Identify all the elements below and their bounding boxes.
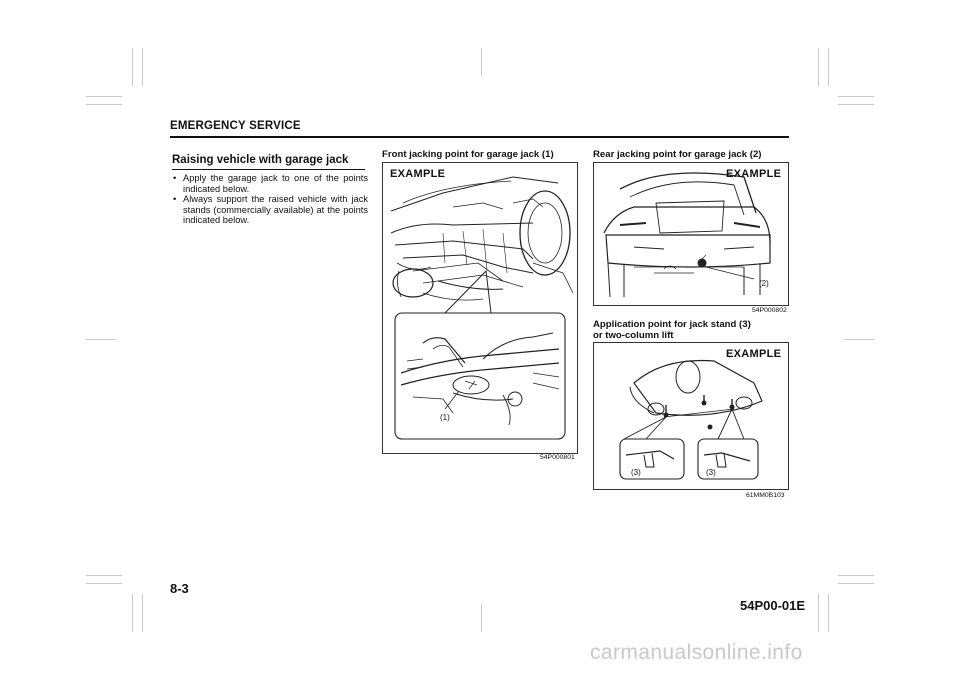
front-jacking-figure	[382, 162, 578, 454]
stand-callout-right: (3)	[706, 468, 716, 477]
rear-figure-code: 54P000802	[752, 307, 787, 314]
crop-mark	[86, 104, 122, 105]
header-rule	[170, 136, 789, 138]
crop-mark	[86, 96, 122, 97]
instruction-item: • Always support the raised vehicle with jack stands (commercially available) at the points indicated below.	[172, 194, 368, 226]
jack-stand-illustration	[594, 343, 788, 489]
front-figure-heading: Front jacking point for garage jack (1)	[382, 149, 554, 160]
section-heading-rule	[172, 169, 365, 170]
rear-jacking-figure	[593, 162, 789, 306]
instruction-list	[172, 173, 368, 226]
page-number: 8-3	[170, 581, 189, 596]
stand-figure-code: 61MM0B103	[746, 492, 785, 499]
watermark: carmanualsonline.info	[590, 641, 803, 664]
rear-figure-heading: Rear jacking point for garage jack (2)	[593, 149, 762, 160]
crop-mark	[838, 583, 874, 584]
stand-example-label: EXAMPLE	[726, 348, 782, 360]
crop-mark	[481, 604, 482, 632]
crop-mark	[818, 594, 819, 632]
crop-mark	[828, 48, 829, 86]
crop-mark	[818, 48, 819, 86]
crop-mark	[86, 339, 116, 340]
crop-mark	[86, 575, 122, 576]
stand-heading-line: or two-column lift	[593, 329, 674, 341]
crop-mark	[86, 583, 122, 584]
page-header-title: EMERGENCY SERVICE	[170, 120, 301, 132]
crop-mark	[481, 48, 482, 76]
crop-mark	[838, 96, 874, 97]
crop-mark	[142, 594, 143, 632]
stand-heading-line: Application point for jack stand (3)	[593, 319, 751, 330]
front-figure-code: 54P000801	[540, 454, 575, 461]
document-code: 54P00-01E	[740, 598, 806, 613]
front-underbody-illustration	[383, 163, 577, 453]
jack-stand-figure	[593, 342, 789, 490]
rear-example-label: EXAMPLE	[726, 168, 782, 180]
stand-figure-heading	[593, 320, 751, 341]
front-callout-label: (1)	[440, 413, 450, 422]
front-example-label: EXAMPLE	[390, 168, 446, 180]
instruction-item: • Apply the garage jack to one of the points indicated below.	[172, 173, 368, 194]
crop-mark	[132, 48, 133, 86]
rear-callout-label: (2)	[759, 279, 769, 288]
crop-mark	[838, 575, 874, 576]
stand-callout-left: (3)	[631, 468, 641, 477]
crop-mark	[838, 104, 874, 105]
crop-mark	[828, 594, 829, 632]
crop-mark	[844, 339, 874, 340]
crop-mark	[132, 594, 133, 632]
section-heading: Raising vehicle with garage jack	[172, 154, 349, 166]
crop-mark	[142, 48, 143, 86]
